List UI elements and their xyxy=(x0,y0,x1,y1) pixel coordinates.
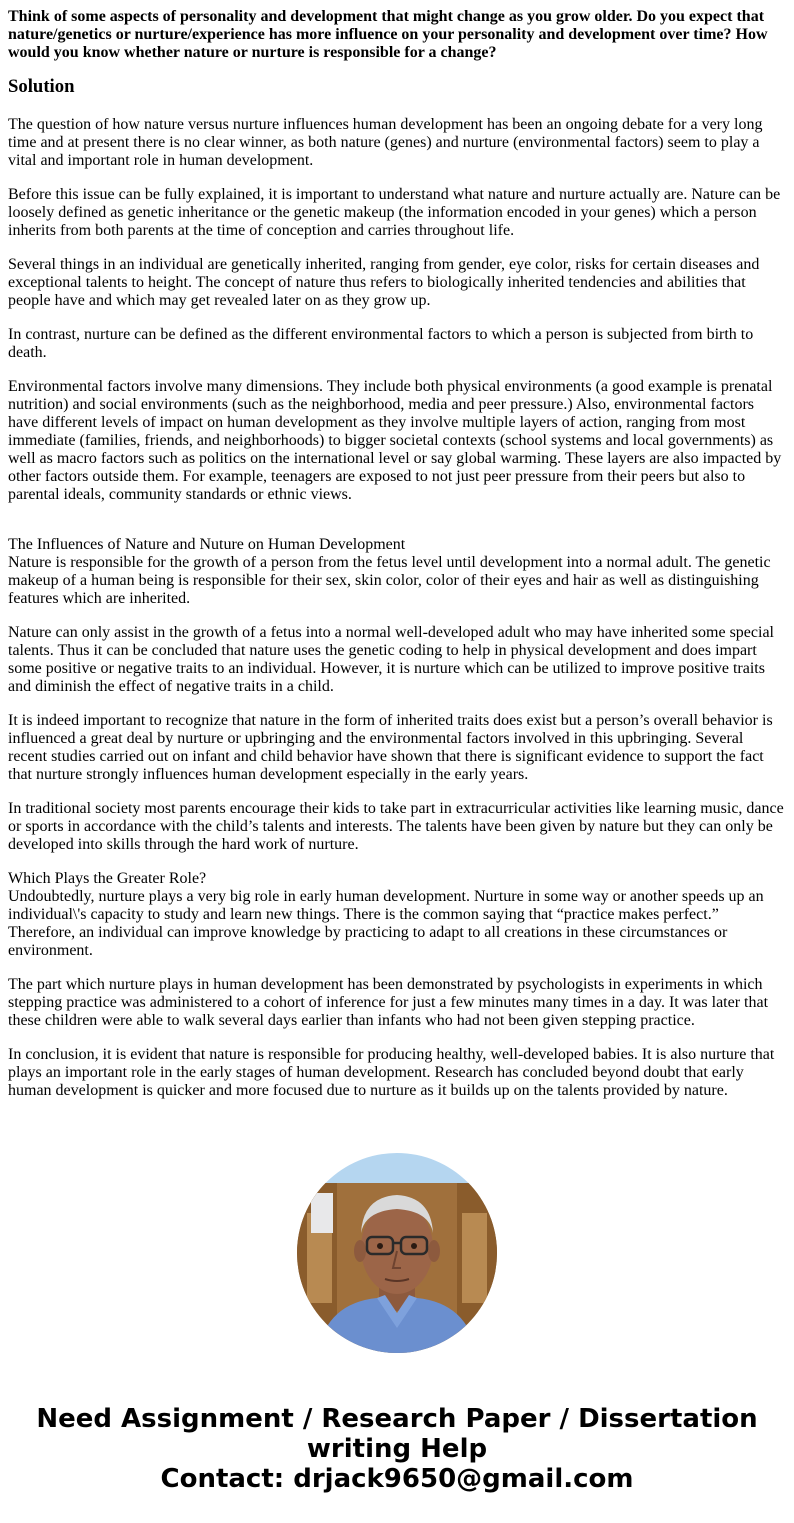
section-greater-role xyxy=(8,870,786,960)
paragraph: Undoubtedly, nurture plays a very big role in early human development. Nurture in some way or another speeds up an individual\'s capacity to study and learn new things. There is the common saying that “practice makes perfect.” Therefore, an individual can improve knowledge by practicing to adapt to all creations in these circumstances or environment. xyxy=(8,888,764,959)
author-avatar xyxy=(297,1153,497,1353)
section-heading: The Influences of Nature and Nuture on Human Development xyxy=(8,536,406,553)
paragraph: The part which nurture plays in human development has been demonstrated by psychologists in experiments in which stepping practice was administered to a cohort of inference for just a few minutes many times in a day. It was later that these children were able to walk several days earlier than infants who had not been given stepping practice. xyxy=(8,976,769,1029)
banner-line: Need Assignment / Research Paper / Dissertation xyxy=(36,1404,758,1434)
question-text: Think of some aspects of personality and development that might change as you grow older. Do you expect that nature/genetics or nurture/experience has more influence on your personality and development over time? How would you know whether nature or nurture is responsible for a change? xyxy=(8,8,768,61)
paragraph: In traditional society most parents encourage their kids to take part in extracurricular activities like learning music, dance or sports in accordance with the child’s talents and interests. The talents have been given by nature but they can only be developed into skills through the hard work of nurture. xyxy=(8,800,784,853)
section-heading: Which Plays the Greater Role? xyxy=(8,870,207,887)
paragraph: Nature can only assist in the growth of a fetus into a normal well-developed adult who may have inherited some special talents. Thus it can be concluded that nature uses the genetic coding to help in physical development and does impart some positive or negative traits to an individual. However, it is nurture which can be utilized to improve positive traits and diminish the effect of negative traits in a child. xyxy=(8,624,774,695)
blank-line xyxy=(8,520,786,536)
paragraph: Nature is responsible for the growth of a person from the fetus level until development into a normal adult. The genetic makeup of a human being is responsible for their sex, skin color, color of their eyes and hair as well as distinguishing features which are inherited. xyxy=(8,554,771,607)
paragraph: It is indeed important to recognize that nature in the form of inherited traits does exist but a person’s overall behavior is influenced a great deal by nurture or upbringing and the environmental factors involved in this upbringing. Several recent studies carried out on infant and child behavior have shown that there is significant evidence to support the fact that nurture strongly influences human development especially in the early years. xyxy=(8,712,773,783)
section-influences xyxy=(8,536,786,608)
paragraph: In conclusion, it is evident that nature is responsible for producing healthy, well-developed babies. It is also nurture that plays an important role in the early stages of human development. Research has concluded beyond doubt that early human development is quicker and more focused due to nurture as it builds up on the talents provided by nature. xyxy=(8,1046,775,1099)
paragraph: In contrast, nurture can be defined as the different environmental factors to which a person is subjected from birth to death. xyxy=(8,326,754,361)
contact-banner xyxy=(0,1404,794,1494)
solution-heading: Solution xyxy=(8,76,75,97)
paragraph: Before this issue can be fully explained, it is important to understand what nature and nurture actually are. Nature can be loosely defined as genetic inheritance or the genetic makeup (the information encoded in your genes) which a person inherits from both parents at the time of conception and carries throughout life. xyxy=(8,186,781,239)
paragraph: The question of how nature versus nurture influences human development has been an ongoing debate for a very long time and at present there is no clear winner, as both nature (genes) and nurture (environmental factors) seem to play a vital and important role in human development. xyxy=(8,116,763,169)
contact-email: Contact: drjack9650@gmail.com xyxy=(160,1464,634,1494)
paragraph: Environmental factors involve many dimensions. They include both physical environments (a good example is prenatal nutrition) and social environments (such as the neighborhood, media and peer pressure.) Also, environmental factors have different levels of impact on human development as they involve multiple layers of action, ranging from most immediate (families, friends, and neighborhoods) to bigger societal contexts (school systems and local governments) as well as macro factors such as politics on the international level or say global warming. These layers are also impacted by other factors outside them. For example, teenagers are exposed to not just peer pressure from their peers but also to parental ideals, community standards or ethnic views. xyxy=(8,378,782,503)
paragraph: Several things in an individual are genetically inherited, ranging from gender, eye color, risks for certain diseases and exceptional talents to height. The concept of nature thus refers to biologically inherited tendencies and abilities that people have and which may get revealed later on as they grow up. xyxy=(8,256,760,309)
banner-line: writing Help xyxy=(306,1434,488,1464)
author-portrait-image xyxy=(297,1153,497,1353)
